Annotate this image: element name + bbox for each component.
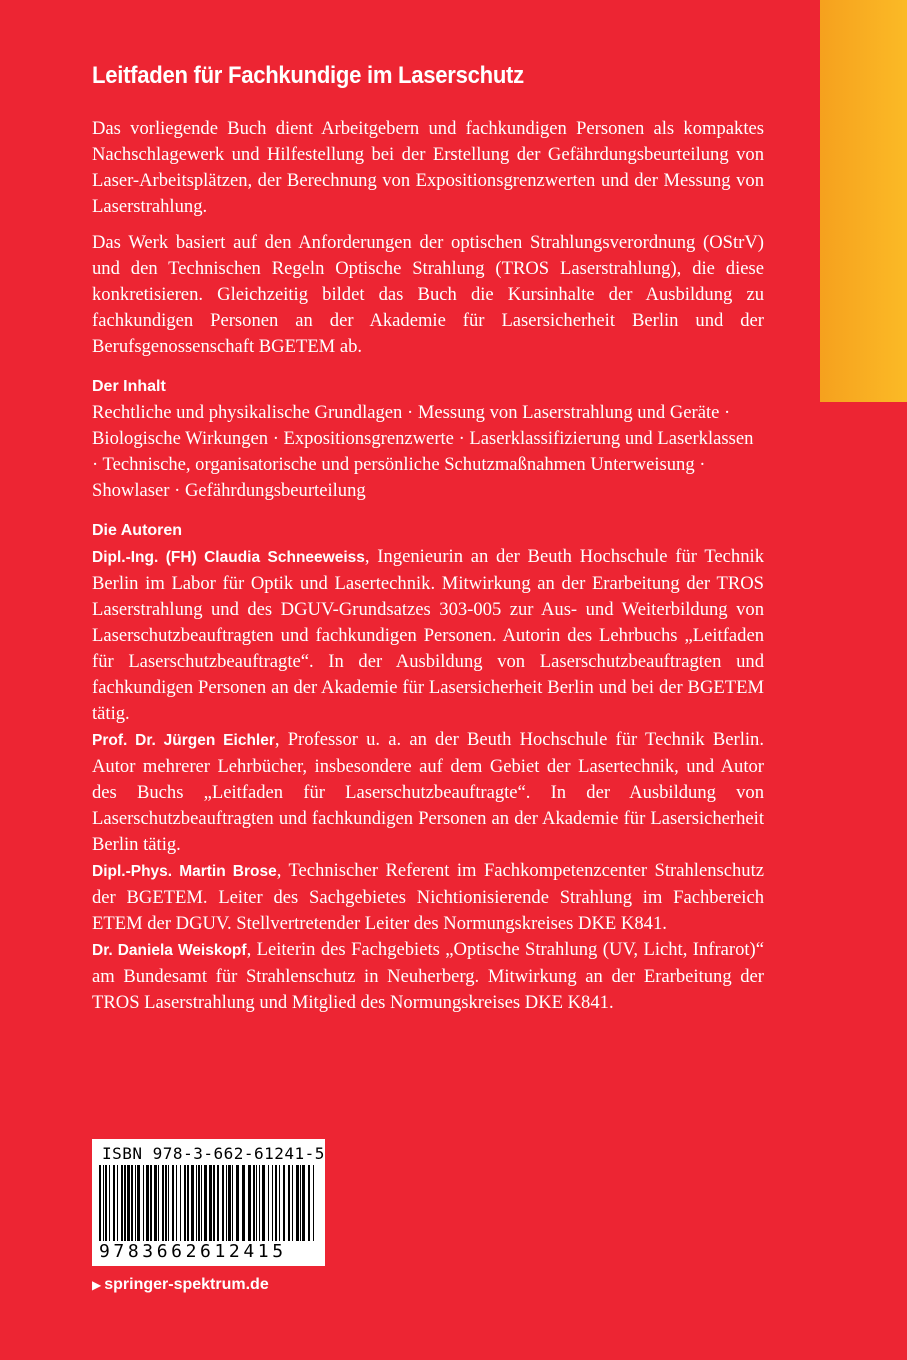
author-bio: , Technischer Referent im Fachkompetenzcenter Strahlenschutz der BGETEM. Leiter des Sachgebietes Nichtionisierende Strahlung im Fachbereich ETEM der DGUV. Stellvertretender Leiter des Normungskreises DKE K841. [92, 860, 764, 934]
inhalt-heading: Der Inhalt [92, 378, 166, 395]
isbn-barcode-box [92, 1139, 325, 1266]
intro-paragraph-1: Das vorliegende Buch dient Arbeitgebern und fachkundigen Personen als kompaktes Nachschlagewerk und Hilfestellung bei der Erstellung der Gefährdungsbeurteilung von Laser-Arbeitsplätzen, der Berechnung von Expositionsgrenzwerten und der Messung von Laserstrahlung. [92, 118, 764, 217]
publisher-link[interactable] [92, 1276, 269, 1294]
intro-paragraph-2: Das Werk basiert auf den Anforderungen der optischen Strahlungsverordnung (OStrV) und den Technischen Regeln Optische Strahlung (TROS Laserstrahlung), die diese konkretisieren. Gleichzeitig bildet das Buch die Kursinhalte der Ausbildung zu fachkundigen Personen an der Akademie für Lasersicherheit Berlin und der Berufsgenossenschaft BGETEM ab. [92, 232, 764, 357]
author-bio: , Leiterin des Fachgebiets „Optische Strahlung (UV, Licht, Infrarot)“ am Bundesamt für Strahlenschutz in Neuherberg. Mitwirkung an der Erarbeitung der TROS Laserstrahlung und Mitglied des Normungskreises DKE K841. [92, 939, 764, 1013]
author-entry [92, 937, 764, 1016]
barcode-digits: 9783662612415 [99, 1241, 287, 1262]
author-name: Prof. Dr. Jürgen Eichler [92, 732, 275, 749]
author-bio: , Professor u. a. an der Beuth Hochschule für Technik Berlin. Autor mehrerer Lehrbücher, insbesondere auf dem Gebiet der Lasertechnik, und Autor des Buchs „Leitfaden für Laserschutzbeauftragte“. In der Ausbildung von Laserschutzbeauftragten und fachkundigen Personen an der Akademie für Lasersicherheit Berlin tätig. [92, 729, 764, 855]
inhalt-text: Rechtliche und physikalische Grundlagen · Messung von Laserstrahlung und Geräte · Biologische Wirkungen · Expositionsgrenzwerte · Laserklassifizierung und Laserklassen · Technische, organisatorische und persönliche Schutzmaßnahmen Unterweisung · Showlaser · Gefährdungsbeurteilung [92, 402, 754, 501]
accent-strip [820, 0, 907, 402]
autoren-heading: Die Autoren [92, 522, 183, 539]
author-name: Dipl.-Phys. Martin Brose [92, 863, 277, 880]
author-entry [92, 858, 764, 937]
author-entry [92, 544, 764, 727]
author-name: Dr. Daniela Weiskopf [92, 942, 247, 959]
play-arrow-icon: ▶ [92, 1278, 102, 1292]
author-entry [92, 727, 764, 858]
barcode-icon [99, 1165, 319, 1241]
book-title: Leitfaden für Fachkundige im Laserschutz [92, 62, 524, 89]
isbn-label: ISBN 978-3-662-61241-5 [102, 1144, 325, 1163]
publisher-link-text: springer-spektrum.de [104, 1276, 269, 1293]
author-name: Dipl.-Ing. (FH) Claudia Schneeweiss [92, 549, 365, 566]
author-bio: , Ingenieurin an der Beuth Hochschule für Technik Berlin im Labor für Optik und Lasertechnik. Mitwirkung an der Erarbeitung der TROS Laserstrahlung und des DGUV-Grundsatzes 303-005 zur Aus- und Weiterbildung von Laserschutzbeauftragten und fachkundigen Personen. Autorin des Lehrbuchs „Leitfaden für Laserschutzbeauftragte“. In der Ausbildung von Laserschutzbeauftragten und fachkundigen Personen an der Akademie für Lasersicherheit Berlin und bei der BGETEM tätig. [92, 546, 764, 724]
back-cover-content [92, 62, 764, 1016]
